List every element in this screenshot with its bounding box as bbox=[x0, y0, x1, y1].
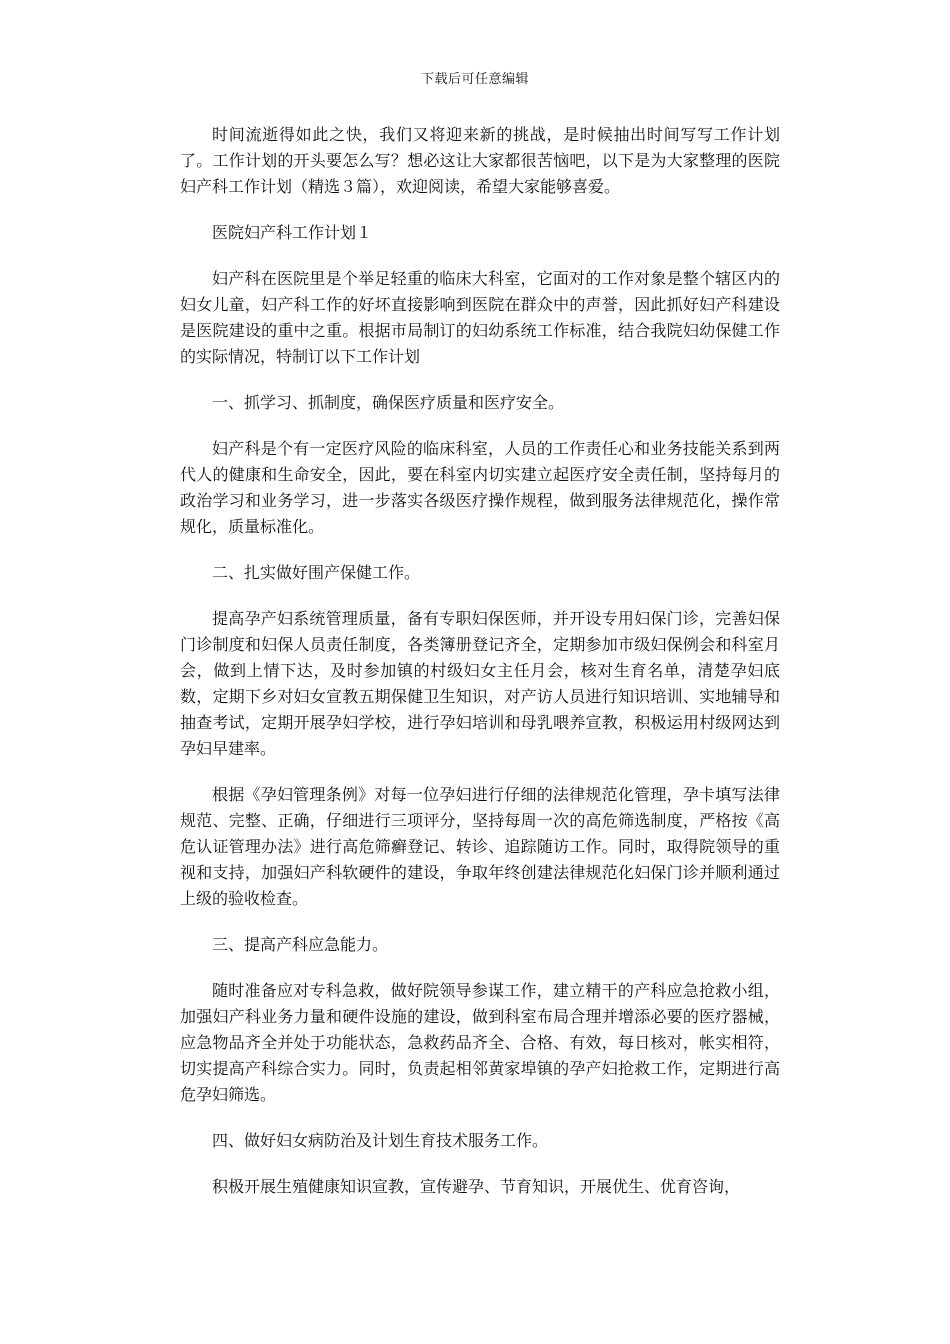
heading-2: 二、扎实做好围产保健工作。 bbox=[212, 563, 421, 582]
paragraph-1: 妇产科在医院里是个举足轻重的临床大科室，它面对的工作对象是整个辖区内的妇女儿童，妇产科工作的好坏直接影响到医院在群众中的声誉，因此抓好妇产科建设是医院建设的重中之重。根据市局制订的妇幼系统工作标准，结合我院妇幼保健工作的实际情况，特制订以下工作计划 bbox=[180, 269, 780, 366]
paragraph-3: 提高孕产妇系统管理质量，备有专职妇保医师，并开设专用妇保门诊，完善妇保门诊制度和妇保人员责任制度，各类簿册登记齐全，定期参加市级妇保例会和科室月会，做到上情下达，及时参加镇的村级妇女主任月会，核对生育名单，清楚孕妇底数，定期下乡对妇女宣教五期保健卫生知识，对产访人员进行知识培训、实地辅导和抽查考试，定期开展孕妇学校，进行孕妇培训和母乳喂养宣教，积极运用村级网达到孕妇早建率。 bbox=[180, 609, 780, 758]
paragraph-4: 根据《孕妇管理条例》对每一位孕妇进行仔细的法律规范化管理，孕卡填写法律规范、完整、正确，仔细进行三项评分，坚持每周一次的高危筛选制度，严格按《高危认证管理办法》进行高危筛癣登记、转诊、追踪随访工作。同时，取得院领导的重视和支持，加强妇产科软硬件的建设，争取年终创建法律规范化妇保门诊并顺利通过上级的验收检查。 bbox=[180, 785, 780, 908]
paragraph-2: 妇产科是个有一定医疗风险的临床科室，人员的工作责任心和业务技能关系到两代人的健康和生命安全，因此，要在科室内切实建立起医疗安全责任制，坚持每月的政治学习和业务学习，进一步落实各级医疗操作规程，做到服务法律规范化，操作常规化，质量标准化。 bbox=[180, 439, 780, 536]
heading-4: 四、做好妇女病防治及计划生育技术服务工作。 bbox=[212, 1131, 549, 1150]
paragraph-6: 积极开展生殖健康知识宣教，宣传避孕、节育知识，开展优生、优育咨询， bbox=[212, 1177, 741, 1196]
intro-paragraph: 时间流逝得如此之快，我们又将迎来新的挑战，是时候抽出时间写写工作计划了。工作计划的开头要怎么写？想必这让大家都很苦恼吧，以下是为大家整理的医院妇产科工作计划（精选３篇），欢迎阅读，希望大家能够喜爱。 bbox=[180, 125, 780, 196]
heading-3: 三、提高产科应急能力。 bbox=[212, 935, 389, 954]
paragraph-5: 随时准备应对专科急救，做好院领导参谋工作，建立精干的产科应急抢救小组，加强妇产科业务力量和硬件设施的建设，做到科室布局合理并增添必要的医疗器械，应急物品齐全并处于功能状态，急救药品齐全、合格、有效，每日核对，帐实相符，切实提高产科综合实力。同时，负责起相邻黄家埠镇的孕产妇抢救工作，定期进行高危孕妇筛选。 bbox=[180, 981, 780, 1104]
section-title-1: 医院妇产科工作计划１ bbox=[212, 223, 373, 242]
heading-1: 一、抓学习、抓制度，确保医疗质量和医疗安全。 bbox=[212, 393, 565, 412]
download-note: 下载后可任意编辑 bbox=[420, 72, 529, 87]
document-body bbox=[180, 122, 780, 1220]
